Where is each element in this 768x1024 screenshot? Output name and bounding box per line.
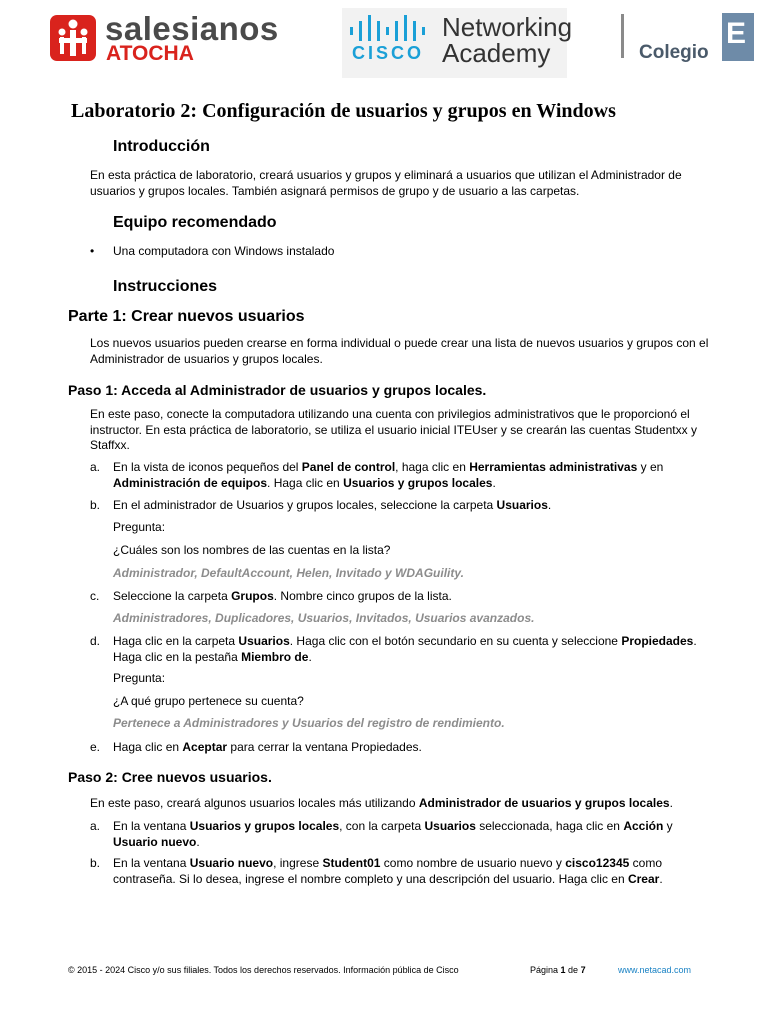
equipment-item: Una computadora con Windows instalado bbox=[113, 244, 335, 258]
footer-copyright: © 2015 - 2024 Cisco y/o sus filiales. Todos los derechos reservados. Información pública de Cisco bbox=[68, 965, 459, 975]
step2-a-text: En la ventana Usuarios y grupos locales, con la carpeta Usuarios seleccionada, haga clic en Acción y Usuario nuevo. bbox=[113, 819, 673, 849]
instructions-heading: Instrucciones bbox=[113, 278, 218, 295]
step1-d-answer: Pertenece a Administradores y Usuarios del registro de rendimiento. bbox=[113, 716, 505, 730]
page-header bbox=[0, 0, 768, 86]
colegio-label: Colegio bbox=[639, 42, 709, 63]
colegio-badge-icon bbox=[722, 13, 754, 61]
footer-netacad-link[interactable]: www.netacad.com bbox=[618, 965, 692, 975]
step2-text: En este paso, creará algunos usuarios locales más utilizando Administrador de usuarios y grupos locales. bbox=[90, 796, 673, 810]
step1-b-answer: Administrador, DefaultAccount, Helen, Invitado y WDAGuility. bbox=[113, 566, 464, 580]
step2-heading: Paso 2: Cree nuevos usuarios. bbox=[68, 769, 272, 785]
document-title: Laboratorio 2: Configuración de usuarios y grupos en Windows bbox=[71, 100, 616, 122]
step1-b-marker: b. bbox=[90, 498, 101, 512]
step1-e-marker: e. bbox=[90, 740, 101, 754]
bullet-icon: • bbox=[90, 244, 95, 258]
step1-d-text: Haga clic en la carpeta Usuarios. Haga clic con el botón secundario en su cuenta y seleccione Propiedades. Haga clic en la pestaña Miembro de. bbox=[113, 634, 697, 664]
step1-b-question: ¿Cuáles son los nombres de las cuentas en la lista? bbox=[113, 543, 391, 557]
footer-page-number: Página 1 de 7 bbox=[530, 965, 586, 975]
cisco-wordmark: CISCO bbox=[352, 43, 425, 63]
salesianos-logo bbox=[47, 10, 279, 72]
step1-c-answer: Administradores, Duplicadores, Usuarios, Invitados, Usuarios avanzados. bbox=[113, 611, 535, 625]
header-divider bbox=[621, 14, 624, 58]
intro-heading: Introducción bbox=[113, 138, 210, 155]
step1-c-text: Seleccione la carpeta Grupos. Nombre cinco grupos de la lista. bbox=[113, 589, 452, 603]
part1-text: Los nuevos usuarios pueden crearse en forma individual o puede crear una lista de nuevos usuarios y grupos con el Administrador de usuarios y grupos locales. bbox=[90, 336, 709, 366]
step1-a-text: En la vista de iconos pequeños del Panel de control, haga clic en Herramientas administrativas y en Administración de equipos. Haga clic en Usuarios y grupos locales. bbox=[113, 460, 664, 490]
salesianos-emblem-icon bbox=[50, 15, 96, 61]
part1-heading: Parte 1: Crear nuevos usuarios bbox=[68, 308, 305, 325]
intro-text: En esta práctica de laboratorio, creará usuarios y grupos y eliminará a usuarios que utilizan el Administrador de usuarios y grupos locales. También asignará permisos de grupo y de usuario a las carpetas. bbox=[90, 168, 682, 198]
academy-line-2: Academy bbox=[442, 38, 551, 68]
step1-heading: Paso 1: Acceda al Administrador de usuarios y grupos locales. bbox=[68, 382, 487, 398]
salesianos-subname: ATOCHA bbox=[106, 42, 194, 65]
cisco-networking-academy-logo bbox=[342, 8, 573, 78]
step1-d-question: ¿A qué grupo pertenece su cuenta? bbox=[113, 694, 304, 708]
academy-line-1: Networking bbox=[442, 12, 573, 42]
cisco-bars-icon bbox=[348, 13, 430, 43]
badge-letter: E bbox=[726, 17, 747, 50]
salesianos-name: salesianos bbox=[105, 10, 279, 47]
step1-b-text: En el administrador de Usuarios y grupos locales, seleccione la carpeta Usuarios. bbox=[113, 498, 552, 512]
step1-b-pregunta-label: Pregunta: bbox=[113, 520, 166, 534]
step1-d-marker: d. bbox=[90, 634, 101, 648]
equipment-heading: Equipo recomendado bbox=[113, 214, 277, 231]
step2-b-marker: b. bbox=[90, 856, 101, 870]
step1-e-text: Haga clic en Aceptar para cerrar la ventana Propiedades. bbox=[113, 740, 422, 754]
step1-d-pregunta-label: Pregunta: bbox=[113, 671, 166, 685]
step1-a-marker: a. bbox=[90, 460, 101, 474]
step1-text: En este paso, conecte la computadora utilizando una cuenta con privilegios administrativos que le proporcionó el instructor. En esta práctica de laboratorio, se utiliza el usuario inicial ITEUser y se crearán las cuentas Studentxx y Staffxx. bbox=[90, 407, 697, 452]
step2-a-marker: a. bbox=[90, 819, 101, 833]
step1-c-marker: c. bbox=[90, 589, 100, 603]
step2-b-text: En la ventana Usuario nuevo, ingrese Student01 como nombre de usuario nuevo y cisco12345 como contraseña. Si lo desea, ingrese el nombre completo y una descripción del usuario. Haga clic en Crear. bbox=[113, 856, 663, 886]
